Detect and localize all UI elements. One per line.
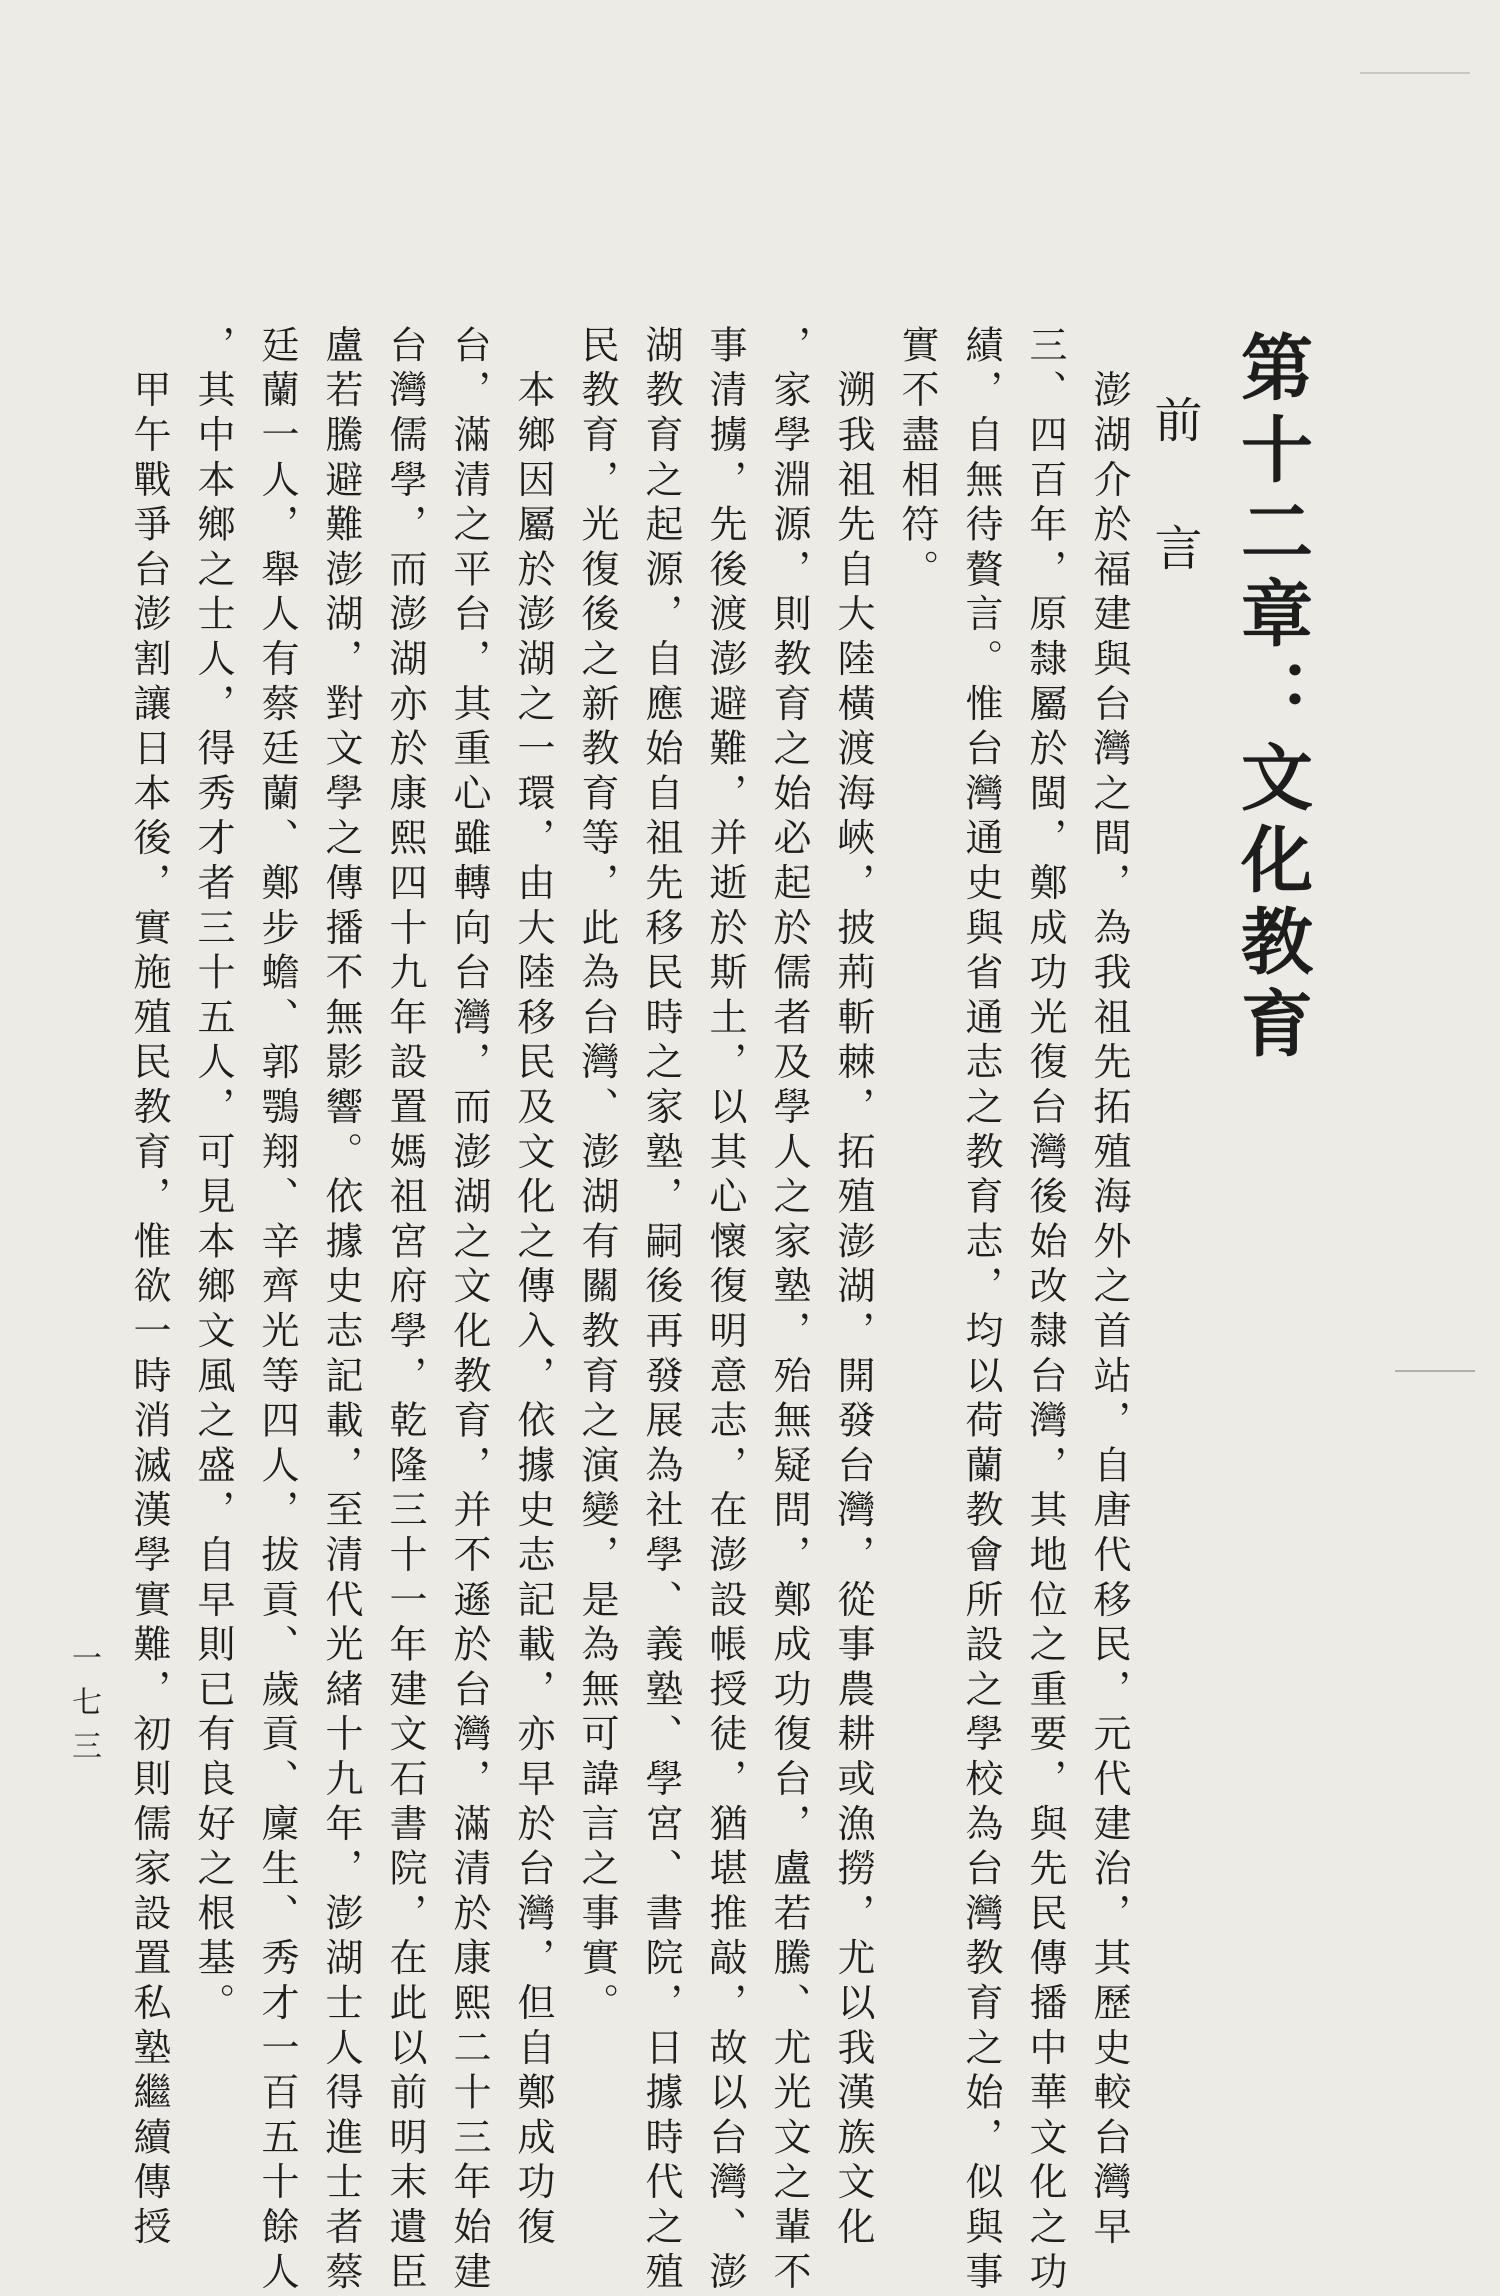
body-line-5: 溯我祖先自大陸橫渡海峽，披荊斬棘，拓殖澎湖，開發台灣，從事農耕或漁撈，尤以我漢族文化: [831, 325, 875, 2252]
body-line-13: 盧若騰避難澎湖，對文學之傳播不無影響。依據史志記載，至清代光緒十九年，澎湖士人得進士者蔡: [319, 325, 363, 2296]
body-line-2: 三、四百年，原隸屬於閩，鄭成功光復台灣後始改隸台灣，其地位之重要，與先民傳播中華文化之功: [1023, 325, 1067, 2296]
body-line-4: 實不盡相符。: [895, 325, 939, 594]
edge-mark: [1395, 1370, 1475, 1372]
body-line-9: 民教育，光復後之新教育等，此為台灣、澎湖有關教育之演變，是為無可諱言之事實。: [575, 325, 619, 2028]
body-line-11: 台，滿清之平台，其重心雖轉向台灣，而澎湖之文化教育，并不遜於台灣，滿清於康熙二十三年始建: [447, 325, 491, 2296]
body-line-7: 事清擄，先後渡澎避難，并逝於斯土，以其心懷復明意志，在澎設帳授徒，猶堪推敲，故以台灣、澎: [703, 325, 747, 2296]
body-line-3: 績，自無待贅言。惟台灣通史與省通志之教育志，均以荷蘭教會所設之學校為台灣教育之始，似與事: [959, 325, 1003, 2296]
body-line-6: ，家學淵源，則教育之始必起於儒者及學人之家塾，殆無疑問，鄭成功復台，盧若騰、尤光文之輩不: [767, 325, 811, 2296]
edge-mark: [1360, 72, 1470, 74]
chapter-title: 第十二章：文化教育: [1229, 330, 1314, 1068]
body-line-1: 澎湖介於福建與台灣之間，為我祖先拓殖海外之首站，自唐代移民，元代建治，其歷史較台灣早: [1087, 325, 1131, 2252]
body-line-15: ，其中本鄉之士人，得秀才者三十五人，可見本鄉文風之盛，自早則已有良好之根基。: [191, 325, 235, 2028]
body-line-14: 廷蘭一人，舉人有蔡廷蘭、鄭步蟾、郭鶚翔、辛齊光等四人，拔貢、歲貢、廩生、秀才一百五十餘人: [255, 325, 299, 2296]
page-number: 一七三: [66, 1642, 101, 1774]
body-line-12: 台灣儒學，而澎湖亦於康熙四十九年設置媽祖宮府學，乾隆三十一年建文石書院，在此以前明末遺臣: [383, 325, 427, 2296]
body-line-10: 本鄉因屬於澎湖之一環，由大陸移民及文化之傳入，依據史志記載，亦早於台灣，但自鄭成功復: [511, 325, 555, 2252]
body-line-16: 甲午戰爭台澎割讓日本後，實施殖民教育，惟欲一時消滅漢學實難，初則儒家設置私塾繼續傳授: [127, 325, 171, 2252]
section-heading: 前言: [1146, 395, 1202, 651]
body-line-8: 湖教育之起源，自應始自祖先移民時之家塾，嗣後再發展為社學、義塾、學宮、書院，日據時代之殖: [639, 325, 683, 2296]
